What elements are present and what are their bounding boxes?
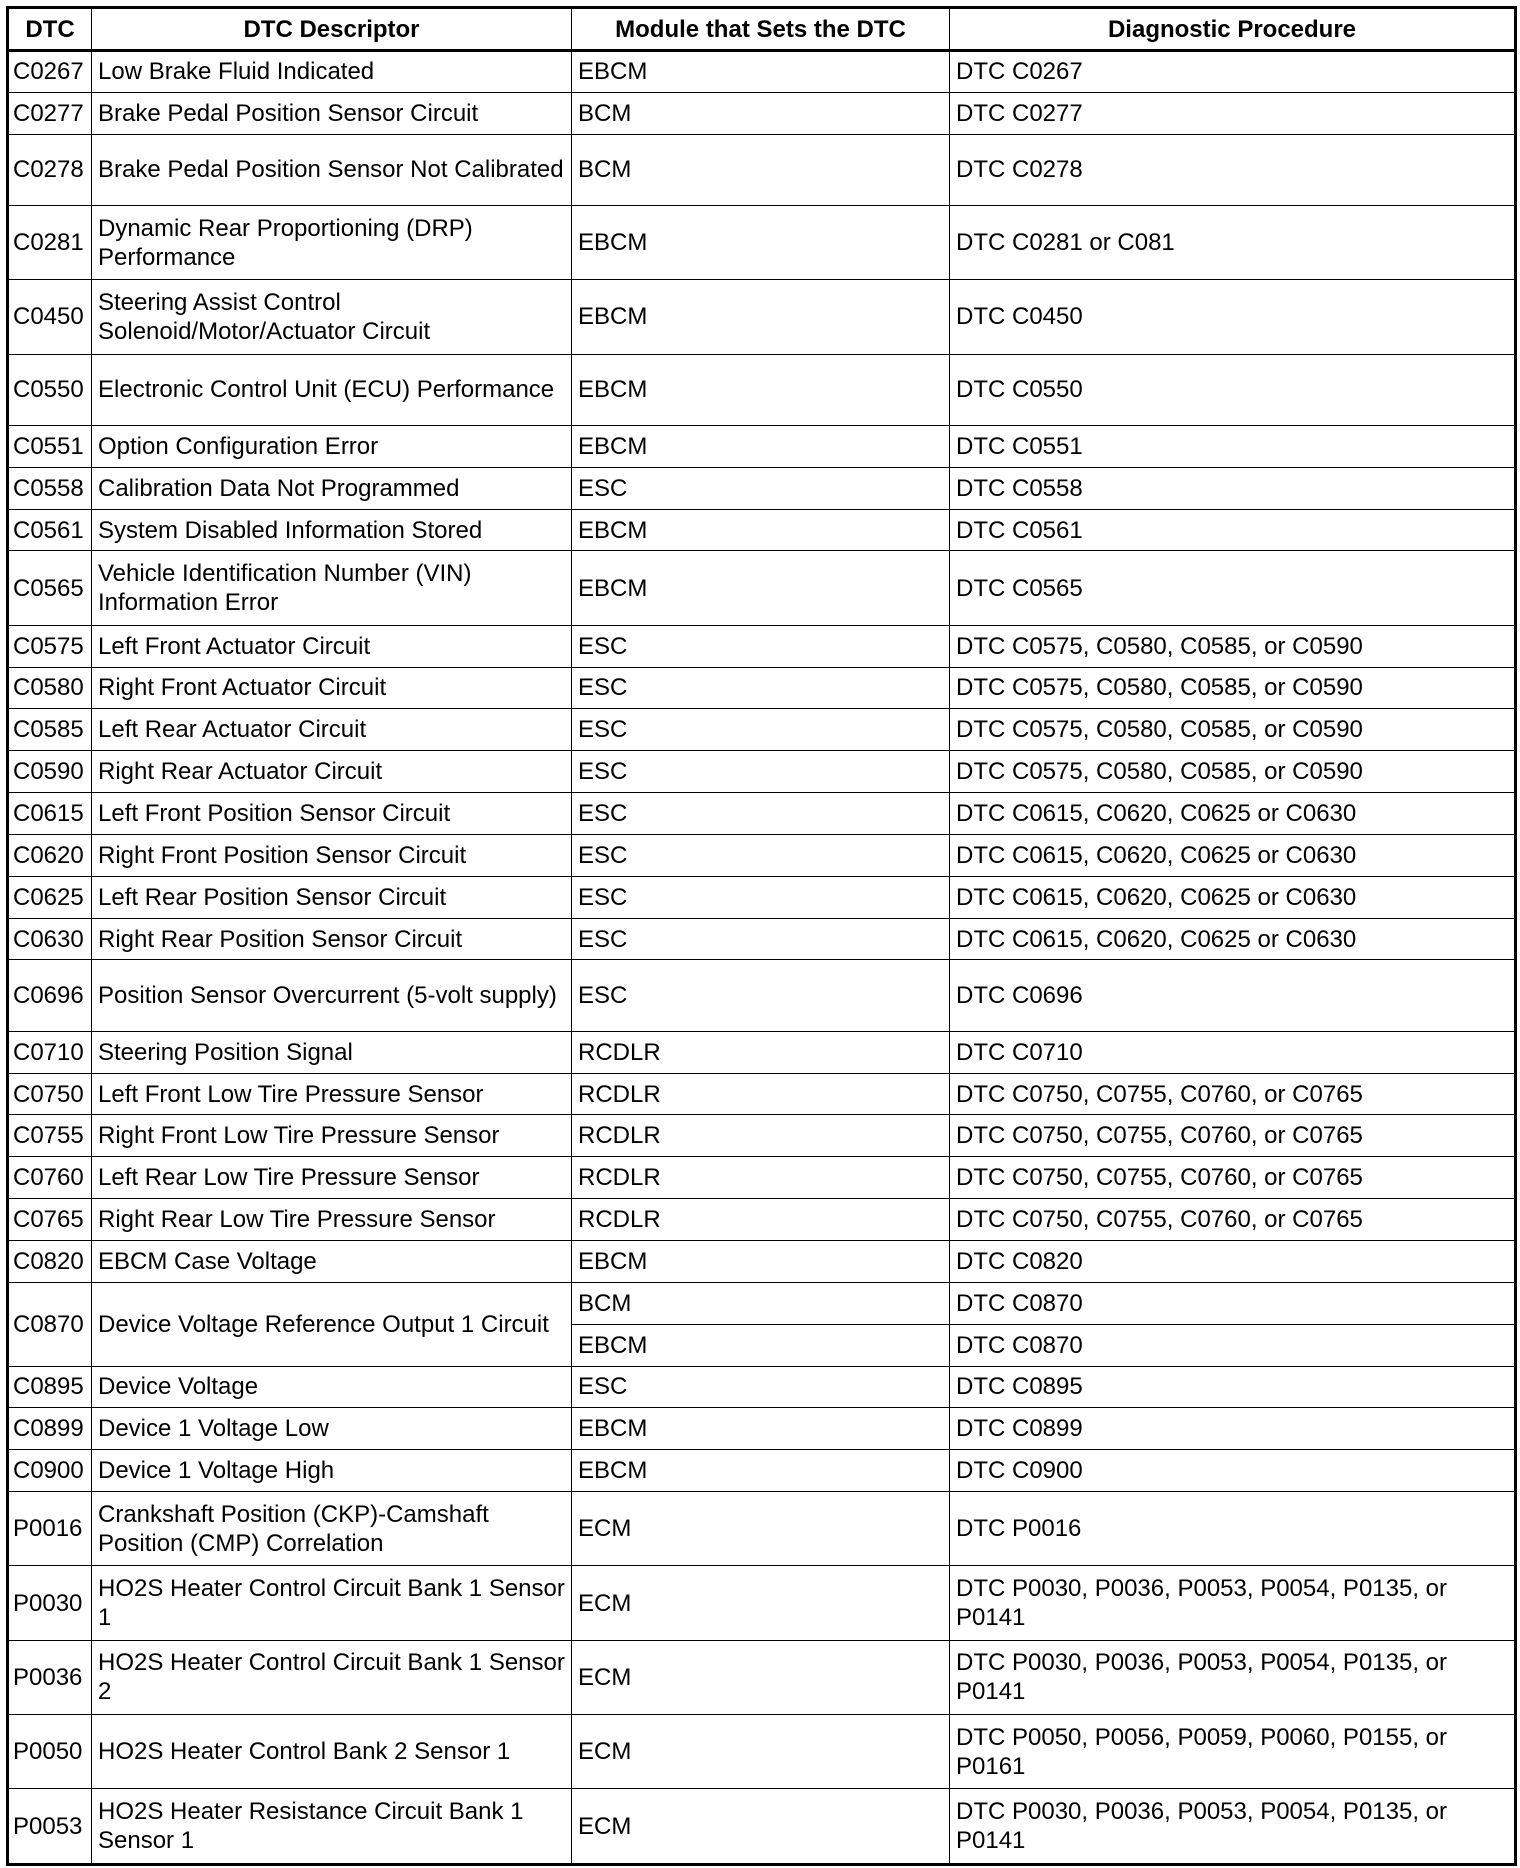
module-cell: EBCM bbox=[572, 509, 950, 551]
module-cell: ESC bbox=[572, 467, 950, 509]
table-row bbox=[8, 134, 1516, 205]
dtc-code-cell: C0755 bbox=[8, 1115, 92, 1157]
module-cell: ESC bbox=[572, 834, 950, 876]
module-cell: RCDLR bbox=[572, 1031, 950, 1073]
procedure-cell: DTC C0750, C0755, C0760, or C0765 bbox=[950, 1199, 1516, 1241]
procedure-cell: DTC C0750, C0755, C0760, or C0765 bbox=[950, 1115, 1516, 1157]
procedure-cell: DTC C0750, C0755, C0760, or C0765 bbox=[950, 1073, 1516, 1115]
dtc-code-cell: C0625 bbox=[8, 876, 92, 918]
procedure-cell: DTC C0575, C0580, C0585, or C0590 bbox=[950, 625, 1516, 667]
dtc-descriptor-cell: Right Front Low Tire Pressure Sensor bbox=[92, 1115, 572, 1157]
dtc-code-cell: C0900 bbox=[8, 1450, 92, 1492]
procedure-cell: DTC C0551 bbox=[950, 425, 1516, 467]
dtc-descriptor-cell: HO2S Heater Resistance Circuit Bank 1 Sensor 1 bbox=[92, 1789, 572, 1865]
module-cell: EBCM bbox=[572, 1241, 950, 1283]
procedure-cell: DTC C0278 bbox=[950, 134, 1516, 205]
dtc-descriptor-cell: Right Front Actuator Circuit bbox=[92, 667, 572, 709]
procedure-cell: DTC C0575, C0580, C0585, or C0590 bbox=[950, 667, 1516, 709]
module-cell: ESC bbox=[572, 751, 950, 793]
module-cell: ESC bbox=[572, 625, 950, 667]
module-cell: RCDLR bbox=[572, 1199, 950, 1241]
module-cell: EBCM bbox=[572, 280, 950, 354]
module-cell: RCDLR bbox=[572, 1115, 950, 1157]
dtc-descriptor-cell: Steering Position Signal bbox=[92, 1031, 572, 1073]
table-row bbox=[8, 51, 1516, 93]
procedure-cell: DTC C0615, C0620, C0625 or C0630 bbox=[950, 918, 1516, 960]
procedure-cell: DTC P0050, P0056, P0059, P0060, P0155, or P0161 bbox=[950, 1714, 1516, 1788]
table-row bbox=[8, 709, 1516, 751]
module-cell: ECM bbox=[572, 1714, 950, 1788]
module-cell: ECM bbox=[572, 1789, 950, 1865]
dtc-code-cell: C0870 bbox=[8, 1282, 92, 1366]
table-row bbox=[8, 467, 1516, 509]
table-row bbox=[8, 1157, 1516, 1199]
dtc-code-cell: C0450 bbox=[8, 280, 92, 354]
table-row bbox=[8, 551, 1516, 625]
procedure-cell: DTC C0899 bbox=[950, 1408, 1516, 1450]
table-row bbox=[8, 1199, 1516, 1241]
module-cell: EBCM bbox=[572, 354, 950, 425]
dtc-code-cell: C0580 bbox=[8, 667, 92, 709]
procedure-cell: DTC C0900 bbox=[950, 1450, 1516, 1492]
dtc-descriptor-cell: Device Voltage Reference Output 1 Circuit bbox=[92, 1282, 572, 1366]
dtc-descriptor-cell: Left Front Position Sensor Circuit bbox=[92, 793, 572, 835]
table-row bbox=[8, 625, 1516, 667]
dtc-code-cell: C0550 bbox=[8, 354, 92, 425]
table-row bbox=[8, 92, 1516, 134]
procedure-cell: DTC C0750, C0755, C0760, or C0765 bbox=[950, 1157, 1516, 1199]
procedure-cell: DTC C0870 bbox=[950, 1282, 1516, 1324]
module-cell: RCDLR bbox=[572, 1157, 950, 1199]
procedure-cell: DTC C0895 bbox=[950, 1366, 1516, 1408]
header-descriptor: DTC Descriptor bbox=[92, 8, 572, 51]
dtc-code-cell: C0615 bbox=[8, 793, 92, 835]
table-row bbox=[8, 1366, 1516, 1408]
table-row bbox=[8, 793, 1516, 835]
dtc-descriptor-cell: Vehicle Identification Number (VIN) Information Error bbox=[92, 551, 572, 625]
table-row bbox=[8, 354, 1516, 425]
dtc-code-cell: C0277 bbox=[8, 92, 92, 134]
dtc-code-cell: C0765 bbox=[8, 1199, 92, 1241]
module-cell: EBCM bbox=[572, 206, 950, 280]
procedure-cell: DTC C0820 bbox=[950, 1241, 1516, 1283]
table-row bbox=[8, 1492, 1516, 1566]
dtc-descriptor-cell: Device Voltage bbox=[92, 1366, 572, 1408]
module-cell: ECM bbox=[572, 1566, 950, 1640]
procedure-cell: DTC P0016 bbox=[950, 1492, 1516, 1566]
table-row bbox=[8, 751, 1516, 793]
dtc-descriptor-cell: Crankshaft Position (CKP)-Camshaft Position (CMP) Correlation bbox=[92, 1492, 572, 1566]
dtc-code-cell: C0590 bbox=[8, 751, 92, 793]
table-row bbox=[8, 425, 1516, 467]
dtc-descriptor-cell: Brake Pedal Position Sensor Not Calibrated bbox=[92, 134, 572, 205]
table-row bbox=[8, 1031, 1516, 1073]
table-row bbox=[8, 1282, 1516, 1324]
table-row bbox=[8, 206, 1516, 280]
procedure-cell: DTC C0281 or C081 bbox=[950, 206, 1516, 280]
procedure-cell: DTC C0710 bbox=[950, 1031, 1516, 1073]
dtc-descriptor-cell: Left Front Actuator Circuit bbox=[92, 625, 572, 667]
dtc-code-cell: C0551 bbox=[8, 425, 92, 467]
module-cell: BCM bbox=[572, 92, 950, 134]
table-row bbox=[8, 834, 1516, 876]
procedure-cell: DTC P0030, P0036, P0053, P0054, P0135, or P0141 bbox=[950, 1640, 1516, 1714]
dtc-descriptor-cell: HO2S Heater Control Circuit Bank 1 Sensor 1 bbox=[92, 1566, 572, 1640]
dtc-descriptor-cell: Electronic Control Unit (ECU) Performance bbox=[92, 354, 572, 425]
dtc-descriptor-cell: Calibration Data Not Programmed bbox=[92, 467, 572, 509]
procedure-cell: DTC C0561 bbox=[950, 509, 1516, 551]
dtc-descriptor-cell: System Disabled Information Stored bbox=[92, 509, 572, 551]
procedure-cell: DTC C0550 bbox=[950, 354, 1516, 425]
dtc-code-cell: C0696 bbox=[8, 960, 92, 1031]
dtc-descriptor-cell: Left Rear Position Sensor Circuit bbox=[92, 876, 572, 918]
procedure-cell: DTC C0565 bbox=[950, 551, 1516, 625]
procedure-cell: DTC C0615, C0620, C0625 or C0630 bbox=[950, 876, 1516, 918]
table-row bbox=[8, 1241, 1516, 1283]
module-cell: RCDLR bbox=[572, 1073, 950, 1115]
dtc-code-cell: C0710 bbox=[8, 1031, 92, 1073]
dtc-descriptor-cell: Right Rear Low Tire Pressure Sensor bbox=[92, 1199, 572, 1241]
dtc-descriptor-cell: Right Rear Actuator Circuit bbox=[92, 751, 572, 793]
dtc-table bbox=[6, 6, 1517, 1866]
dtc-code-cell: C0620 bbox=[8, 834, 92, 876]
procedure-cell: DTC C0267 bbox=[950, 51, 1516, 93]
header-procedure: Diagnostic Procedure bbox=[950, 8, 1516, 51]
module-cell: ESC bbox=[572, 918, 950, 960]
table-row bbox=[8, 1073, 1516, 1115]
procedure-cell: DTC C0575, C0580, C0585, or C0590 bbox=[950, 709, 1516, 751]
dtc-code-cell: C0630 bbox=[8, 918, 92, 960]
module-cell: BCM bbox=[572, 134, 950, 205]
procedure-cell: DTC C0696 bbox=[950, 960, 1516, 1031]
procedure-cell: DTC C0615, C0620, C0625 or C0630 bbox=[950, 834, 1516, 876]
table-row bbox=[8, 1115, 1516, 1157]
module-cell: ESC bbox=[572, 793, 950, 835]
module-cell: ESC bbox=[572, 960, 950, 1031]
dtc-descriptor-cell: Right Front Position Sensor Circuit bbox=[92, 834, 572, 876]
procedure-cell: DTC P0030, P0036, P0053, P0054, P0135, or P0141 bbox=[950, 1789, 1516, 1865]
module-cell: BCM bbox=[572, 1282, 950, 1324]
dtc-code-cell: C0899 bbox=[8, 1408, 92, 1450]
module-cell: EBCM bbox=[572, 51, 950, 93]
table-body bbox=[8, 51, 1516, 1865]
procedure-cell: DTC C0615, C0620, C0625 or C0630 bbox=[950, 793, 1516, 835]
table-row bbox=[8, 1566, 1516, 1640]
dtc-code-cell: C0278 bbox=[8, 134, 92, 205]
dtc-code-cell: C0561 bbox=[8, 509, 92, 551]
module-cell: ESC bbox=[572, 876, 950, 918]
dtc-descriptor-cell: Position Sensor Overcurrent (5-volt supply) bbox=[92, 960, 572, 1031]
header-dtc: DTC bbox=[8, 8, 92, 51]
dtc-descriptor-cell: Brake Pedal Position Sensor Circuit bbox=[92, 92, 572, 134]
table-row bbox=[8, 1640, 1516, 1714]
dtc-code-cell: C0565 bbox=[8, 551, 92, 625]
dtc-descriptor-cell: Left Rear Low Tire Pressure Sensor bbox=[92, 1157, 572, 1199]
dtc-code-cell: C0575 bbox=[8, 625, 92, 667]
dtc-descriptor-cell: Device 1 Voltage High bbox=[92, 1450, 572, 1492]
table-row bbox=[8, 1789, 1516, 1865]
procedure-cell: DTC C0575, C0580, C0585, or C0590 bbox=[950, 751, 1516, 793]
table-row bbox=[8, 960, 1516, 1031]
dtc-code-cell: P0050 bbox=[8, 1714, 92, 1788]
dtc-code-cell: P0053 bbox=[8, 1789, 92, 1865]
dtc-descriptor-cell: Device 1 Voltage Low bbox=[92, 1408, 572, 1450]
dtc-descriptor-cell: Steering Assist Control Solenoid/Motor/Actuator Circuit bbox=[92, 280, 572, 354]
dtc-code-cell: P0030 bbox=[8, 1566, 92, 1640]
module-cell: EBCM bbox=[572, 1450, 950, 1492]
table-header bbox=[8, 8, 1516, 51]
dtc-descriptor-cell: EBCM Case Voltage bbox=[92, 1241, 572, 1283]
procedure-cell: DTC C0450 bbox=[950, 280, 1516, 354]
procedure-cell: DTC P0030, P0036, P0053, P0054, P0135, or P0141 bbox=[950, 1566, 1516, 1640]
module-cell: ESC bbox=[572, 667, 950, 709]
table-row bbox=[8, 876, 1516, 918]
dtc-code-cell: C0820 bbox=[8, 1241, 92, 1283]
dtc-descriptor-cell: Low Brake Fluid Indicated bbox=[92, 51, 572, 93]
table-row bbox=[8, 1450, 1516, 1492]
procedure-cell: DTC C0558 bbox=[950, 467, 1516, 509]
dtc-descriptor-cell: Option Configuration Error bbox=[92, 425, 572, 467]
header-row bbox=[8, 8, 1516, 51]
module-cell: EBCM bbox=[572, 551, 950, 625]
module-cell: EBCM bbox=[572, 1408, 950, 1450]
module-cell: EBCM bbox=[572, 1324, 950, 1366]
dtc-code-cell: P0016 bbox=[8, 1492, 92, 1566]
module-cell: ECM bbox=[572, 1492, 950, 1566]
dtc-code-cell: C0760 bbox=[8, 1157, 92, 1199]
module-cell: EBCM bbox=[572, 425, 950, 467]
module-cell: ESC bbox=[572, 709, 950, 751]
dtc-code-cell: C0895 bbox=[8, 1366, 92, 1408]
table-row bbox=[8, 509, 1516, 551]
table-row bbox=[8, 667, 1516, 709]
procedure-cell: DTC C0870 bbox=[950, 1324, 1516, 1366]
dtc-descriptor-cell: Dynamic Rear Proportioning (DRP) Performance bbox=[92, 206, 572, 280]
dtc-code-cell: C0267 bbox=[8, 51, 92, 93]
dtc-descriptor-cell: Left Rear Actuator Circuit bbox=[92, 709, 572, 751]
module-cell: ESC bbox=[572, 1366, 950, 1408]
dtc-descriptor-cell: Left Front Low Tire Pressure Sensor bbox=[92, 1073, 572, 1115]
procedure-cell: DTC C0277 bbox=[950, 92, 1516, 134]
header-module: Module that Sets the DTC bbox=[572, 8, 950, 51]
dtc-code-cell: C0281 bbox=[8, 206, 92, 280]
table-row bbox=[8, 918, 1516, 960]
dtc-descriptor-cell: HO2S Heater Control Circuit Bank 1 Sensor 2 bbox=[92, 1640, 572, 1714]
module-cell: ECM bbox=[572, 1640, 950, 1714]
dtc-code-cell: C0558 bbox=[8, 467, 92, 509]
table-row bbox=[8, 280, 1516, 354]
table-row bbox=[8, 1714, 1516, 1788]
dtc-descriptor-cell: HO2S Heater Control Bank 2 Sensor 1 bbox=[92, 1714, 572, 1788]
dtc-code-cell: C0750 bbox=[8, 1073, 92, 1115]
dtc-descriptor-cell: Right Rear Position Sensor Circuit bbox=[92, 918, 572, 960]
dtc-code-cell: P0036 bbox=[8, 1640, 92, 1714]
table-row bbox=[8, 1408, 1516, 1450]
dtc-code-cell: C0585 bbox=[8, 709, 92, 751]
